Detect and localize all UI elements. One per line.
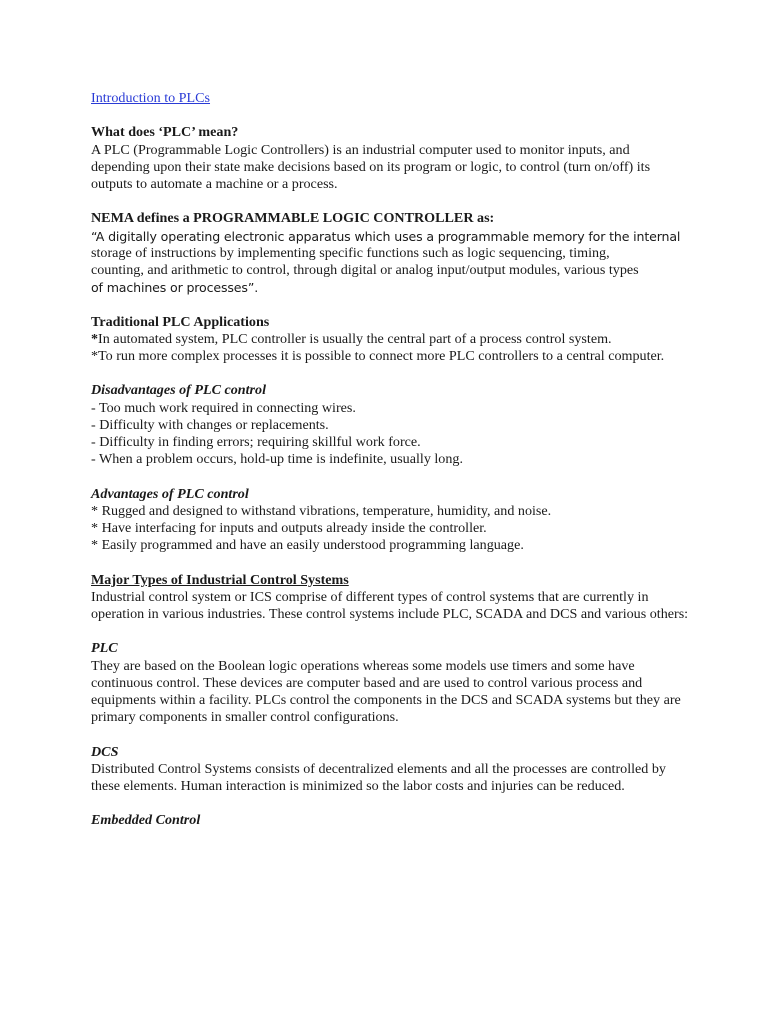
title-link[interactable]: Introduction to PLCs xyxy=(91,90,211,106)
plc-meaning-heading: What does ‘PLC’ mean? xyxy=(91,124,239,141)
advantage-item: * Rugged and designed to withstand vibrations, temperature, humidity, and noise. xyxy=(91,502,552,519)
nema-quote-line-4: of machines or processes”. xyxy=(91,280,259,296)
plc-meaning-text: A PLC (Programmable Logic Controllers) is an industrial computer used to monitor inputs, and depending upon their state make decisions based on its program or logic, to control (turn on/off) its outputs to automate a machine or a process. xyxy=(91,141,651,192)
plc-text: They are based on the Boolean logic operations whereas some models use timers and some have continuous control. These devices are computer based and are used to control various process and equipments within a facility. PLCs control the components in the DCS and SCADA systems but they are primary components in smaller control configurations. xyxy=(91,657,681,726)
plc-heading: PLC xyxy=(91,640,118,657)
traditional-item-1-text: In automated system, PLC controller is usually the central part of a process control system. xyxy=(98,330,612,347)
document-page xyxy=(91,88,691,830)
traditional-item-1 xyxy=(91,331,691,348)
dcs-section xyxy=(91,744,691,796)
nema-quote-line-2: storage of instructions by implementing specific functions such as logic sequencing, timing, xyxy=(91,244,610,261)
nema-quote-line-1: “A digitally operating electronic apparatus which uses a programmable memory for the internal xyxy=(91,228,681,244)
traditional-heading: Traditional PLC Applications xyxy=(91,313,270,330)
major-types-text: Industrial control system or ICS comprise of different types of control systems that are currently in operation in various industries. These control systems include PLC, SCADA and DCS and various others: xyxy=(91,588,689,622)
advantage-item: * Easily programmed and have an easily understood programming language. xyxy=(91,537,524,554)
advantage-item: * Have interfacing for inputs and outputs already inside the controller. xyxy=(91,520,487,536)
major-types-section xyxy=(91,572,691,624)
disadvantage-item: - Difficulty with changes or replacements. xyxy=(91,416,329,433)
traditional-item-1-star: * xyxy=(91,330,99,347)
traditional-item-2: *To run more complex processes it is possible to connect more PLC controllers to a central computer. xyxy=(91,348,665,364)
advantages-heading: Advantages of PLC control xyxy=(91,485,249,502)
plc-section xyxy=(91,640,691,726)
traditional-section xyxy=(91,314,691,366)
nema-section xyxy=(91,210,691,296)
embedded-heading: Embedded Control xyxy=(91,812,201,829)
dcs-text: Distributed Control Systems consists of decentralized elements and all the processes are controlled by these elements. Human interaction is minimized so the labor costs and injuries can be reduced. xyxy=(91,760,666,794)
plc-meaning-section xyxy=(91,124,691,193)
disadvantages-heading: Disadvantages of PLC control xyxy=(91,382,266,399)
disadvantages-section xyxy=(91,382,691,468)
major-types-heading: Major Types of Industrial Control Systems xyxy=(91,571,349,588)
nema-heading: NEMA defines a PROGRAMMABLE LOGIC CONTROLLER as: xyxy=(91,210,495,227)
embedded-section xyxy=(91,812,691,829)
nema-quote-line-3: counting, and arithmetic to control, through digital or analog input/output modules, various types xyxy=(91,262,639,278)
advantages-section xyxy=(91,486,691,555)
disadvantage-item: - Difficulty in finding errors; requiring skillful work force. xyxy=(91,434,421,450)
disadvantage-item: - Too much work required in connecting wires. xyxy=(91,399,356,416)
dcs-heading: DCS xyxy=(91,743,119,760)
disadvantage-item: - When a problem occurs, hold-up time is indefinite, usually long. xyxy=(91,451,463,468)
